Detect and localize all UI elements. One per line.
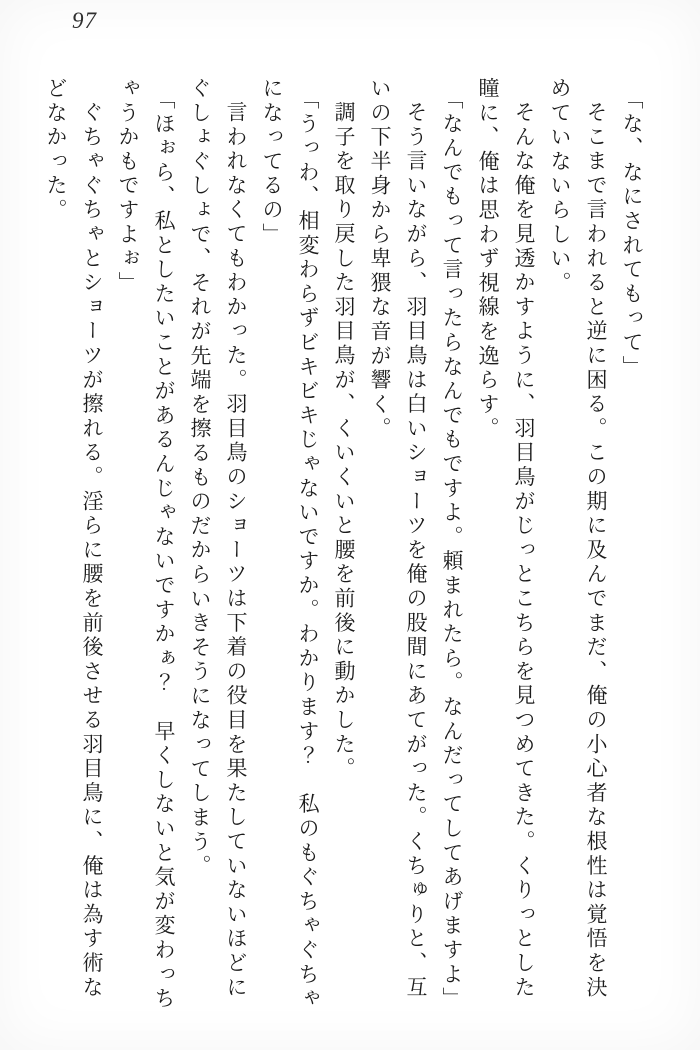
text-line: そう言いながら、羽目鳥は白いショーツを俺の股間にあてがった。くちゅりと、互 [404, 101, 428, 1001]
text-line: めていないらしい。 [548, 77, 572, 296]
text-line: 調子を取り戻した羽目鳥が、くいくいと腰を前後に動かした。 [332, 101, 356, 782]
text-line: 「なんでもって言ったらなんでもですよ。頼まれたら。なんだってしてあげますよ」 [440, 88, 464, 1012]
text-line: 瞳に、俺は思わず視線を逸らす。 [476, 77, 500, 442]
text-block [38, 77, 650, 1012]
text-line: 「うっわ、相変わらずビキビキじゃないですか。わかります？ 私のもぐちゃぐちゃ [296, 88, 320, 1012]
text-line: ぐちゃぐちゃとショーツが擦れる。淫らに腰を前後させる羽目鳥に、俺は為す術な [80, 101, 104, 1001]
text-line: どなかった。 [44, 77, 68, 223]
text-line: ぐしょぐしょで、それが先端を擦るものだからいきそうになってしまう。 [188, 77, 212, 879]
text-line: 言われなくてもわかった。羽目鳥のショーツは下着の役目を果たしていないほどに [224, 101, 248, 1001]
text-line: 「ほぉら、私としたいことがあるんじゃないですかぁ？ 早くしないと気が変わっち [152, 88, 176, 1012]
text-line: いの下半身から卑猥な音が響く。 [368, 77, 392, 442]
text-line: そんな俺を見透かすように、羽目鳥がじっとこちらを見つめてきた。くりっとした [512, 101, 536, 1001]
page-number: 97 [72, 8, 97, 33]
text-line: になってるの」 [260, 77, 284, 248]
text-line: ゃうかもですよぉ」 [116, 77, 140, 296]
text-line: そこまで言われると逆に困る。この期に及んでまだ、俺の小心者な根性は覚悟を決 [584, 101, 608, 1001]
text-line: 「な、なにされてもって」 [620, 88, 644, 380]
